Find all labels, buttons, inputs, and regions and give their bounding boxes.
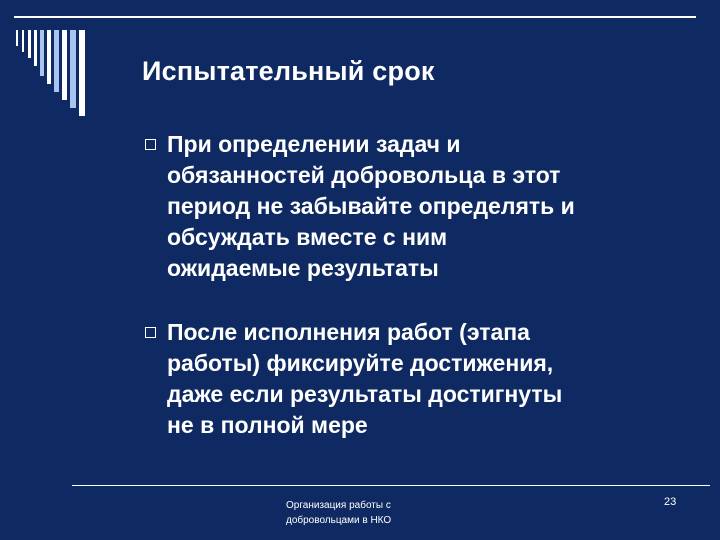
bullet-list — [144, 129, 704, 441]
bullet-line: При определении задач и — [167, 131, 461, 157]
hollow-square-icon — [145, 139, 156, 150]
slide-number: 23 — [664, 496, 677, 508]
bullet-line: не в полной мере — [167, 412, 368, 438]
deco-bar — [34, 30, 37, 66]
bullet-item — [144, 317, 704, 441]
deco-bar — [47, 30, 51, 84]
deco-bar — [70, 30, 76, 108]
bullet-line: период не забывайте определять и — [167, 193, 575, 219]
footer-divider-line — [72, 485, 710, 486]
deco-bar — [62, 30, 67, 100]
bullet-line: После исполнения работ (этапа — [167, 319, 530, 345]
deco-bar — [40, 30, 44, 76]
bullet-line: ожидаемые результаты — [167, 255, 439, 281]
bullet-line: обсуждать вместе с ним — [167, 224, 448, 250]
footer-caption-line: Организация работы с — [286, 500, 391, 511]
deco-bar — [79, 30, 85, 116]
deco-bar — [28, 30, 31, 58]
vertical-bars-decoration-icon — [0, 0, 120, 120]
slide-title: Испытательный срок — [142, 56, 435, 86]
deco-bar — [22, 30, 24, 52]
bullet-line: работы) фиксируйте достижения, — [167, 350, 554, 376]
bullet-item — [144, 129, 704, 284]
hollow-square-icon — [145, 327, 156, 338]
footer-caption — [286, 498, 391, 528]
deco-bar — [16, 30, 18, 46]
bullet-line: даже если результаты достигнуты — [167, 381, 563, 407]
bullet-line: обязанностей добровольца в этот — [167, 162, 561, 188]
deco-bar — [54, 30, 59, 92]
footer-caption-line: добровольцами в НКО — [286, 515, 392, 526]
